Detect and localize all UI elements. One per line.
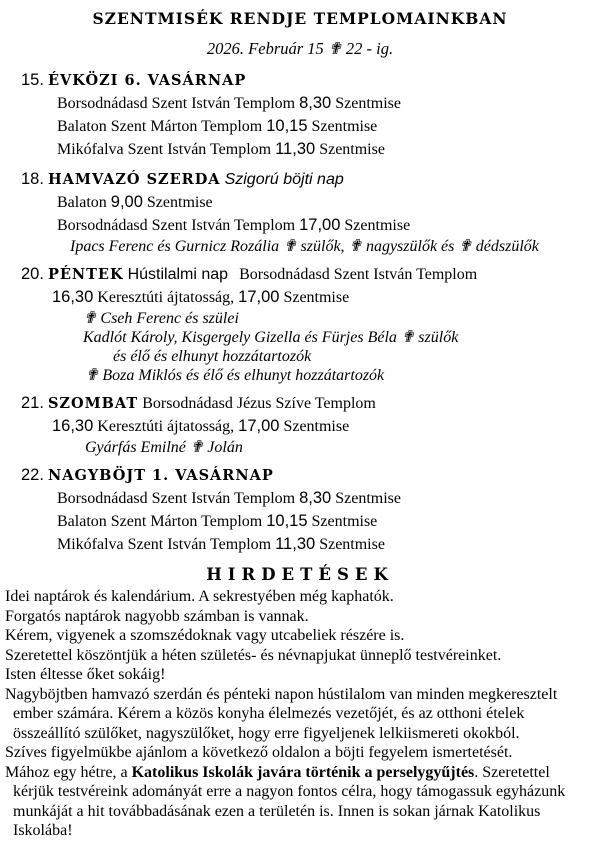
mass-time: 8,30 [299, 489, 332, 507]
schedule-entry-20 [0, 265, 600, 385]
mass-place: Balaton [57, 194, 107, 211]
announcements-body [0, 587, 600, 841]
mass-place: Borsodnádasd Szent István Templom [57, 95, 296, 112]
mass-line [0, 533, 600, 556]
announcement-line: Idei naptárok és kalendárium. A sekrestyében még kaphatók. [5, 588, 394, 605]
collection-bold: Katolikus Iskolák javára történik a perselygyűjtés [131, 763, 475, 781]
entry-heading [0, 265, 600, 284]
entry-place: Borsodnádasd Jézus Szíve Templom [142, 395, 376, 412]
memorial-line: Ipacs Ferenc és Gurnicz Rozália ✟ szülők, ✟ nagyszülők és ✟ dédszülők [70, 238, 539, 255]
entry-day: 18. [21, 170, 44, 188]
devotion-text: Keresztúti ájtatosság, [97, 289, 235, 306]
entry-place: Borsodnádasd Szent István Templom [239, 266, 478, 283]
announcement-line: kérjük testvéreink adományát erre a nagyon fontos célra, hogy támogassuk egyházunk [13, 783, 566, 800]
mass-label: Szentmise [319, 536, 385, 553]
announcement-line: Isten éltesse őket sokáig! [5, 666, 166, 683]
entry-title: PÉNTEK [47, 266, 124, 283]
mass-line [0, 487, 600, 510]
mass-time: 17,00 [238, 288, 280, 306]
entry-heading [0, 170, 600, 189]
page-title: SZENTMISÉK RENDJE TEMPLOMAINKBAN [92, 9, 508, 28]
entry-title: SZOMBAT [47, 395, 139, 412]
devotion-line [0, 415, 600, 438]
mass-place: Mikófalva Szent István Templom [57, 536, 272, 553]
entry-day: 21. [21, 394, 44, 412]
entry-heading [0, 394, 600, 413]
memorial-line: Kadlót Károly, Kisgergely Gizella és Fürjes Béla ✟ szülők [83, 329, 459, 346]
mass-line [0, 115, 600, 138]
mass-place: Borsodnádasd Szent István Templom [57, 490, 296, 507]
announcement-line: Szeretettel köszöntjük a héten születés- és névnapjukat ünneplő testvéreinket. [5, 646, 502, 664]
entry-title: NAGYBÖJT 1. VASÁRNAP [47, 467, 274, 484]
mass-label: Szentmise [283, 418, 350, 435]
devotion-time: 16,30 [52, 417, 94, 435]
schedule-entry-18 [0, 170, 600, 256]
announcement-line: Kérem, vigyenek a szomszédoknak vagy utcabeliek részére is. [5, 627, 405, 644]
announcement-line: munkáját a hit továbbadásának ezen a területén is. Innen is sokan járnak Katolikus [13, 802, 541, 820]
mass-time: 10,15 [266, 512, 308, 530]
collection-post: . Szeretettel [474, 763, 550, 781]
announcement-line: ember számára. Kérem a közös konyha élelmezés vezetőjét, és az otthoni ételek [13, 705, 525, 722]
announcement-line: Forgatós naptárok nagyobb számban is vannak. [5, 607, 309, 625]
announcement-line: Szíves figyelmükbe ajánlom a következő oldalon a böjti fegyelem ismertetését. [5, 744, 513, 761]
entry-title: ÉVKÖZI 6. VASÁRNAP [47, 72, 247, 89]
announcement-line: Iskolába! [13, 822, 73, 839]
entry-note: Szigorú böjti nap [224, 171, 344, 188]
mass-time: 9,00 [110, 193, 143, 211]
mass-line [0, 510, 600, 533]
entry-day: 22. [21, 466, 44, 484]
devotion-line [0, 286, 600, 309]
mass-label: Szentmise [311, 513, 378, 530]
mass-time: 10,15 [266, 117, 308, 135]
mass-label: Szentmise [344, 217, 411, 234]
mass-line [0, 214, 600, 237]
announcement-line: összeállító szülőket, nagyszülőket, hogy erre figyeljenek lelkiismereti okokból. [13, 724, 520, 742]
collection-announcement-line [0, 763, 600, 783]
mass-place: Borsodnádasd Szent István Templom [57, 217, 296, 234]
entry-day: 20. [21, 265, 44, 283]
mass-place: Balaton Szent Márton Templom [57, 118, 263, 135]
schedule-entry-21 [0, 394, 600, 457]
mass-label: Szentmise [311, 118, 378, 135]
devotion-text: Keresztúti ájtatosság, [97, 418, 235, 435]
mass-label: Szentmise [335, 95, 401, 112]
mass-place: Mikófalva Szent István Templom [57, 141, 272, 158]
mass-schedule [0, 71, 600, 556]
entry-title: HAMVAZÓ SZERDA [47, 171, 221, 188]
mass-label: Szentmise [319, 141, 385, 158]
announcements-heading: HIRDETÉSEK [206, 565, 394, 584]
memorial-line: ✟ Cseh Ferenc és szülei [83, 310, 239, 327]
mass-time: 17,00 [299, 216, 341, 234]
mass-line [0, 191, 600, 214]
mass-time: 11,30 [275, 535, 316, 553]
mass-time: 8,30 [299, 94, 332, 112]
entry-heading [0, 71, 600, 90]
mass-line [0, 92, 600, 115]
memorial-line: ✟ Boza Miklós és élő és elhunyt hozzátartozók [85, 367, 385, 384]
mass-label: Szentmise [335, 490, 401, 507]
memorial-line: és élő és elhunyt hozzátartozók [113, 348, 312, 365]
date-range: 2026. Február 15 ✟ 22 - ig. [206, 39, 394, 58]
devotion-time: 16,30 [52, 288, 94, 306]
announcement-line: Nagyböjtben hamvazó szerdán és pénteki napon hústilalom van minden megkeresztelt [5, 685, 558, 703]
entry-day: 15. [21, 71, 44, 89]
mass-time: 17,00 [238, 417, 280, 435]
mass-time: 11,30 [275, 140, 316, 158]
mass-place: Balaton Szent Márton Templom [57, 513, 263, 530]
schedule-entry-15 [0, 71, 600, 161]
entry-heading [0, 466, 600, 485]
memorial-line: Gyárfás Emilné ✟ Jolán [85, 439, 243, 456]
mass-line [0, 138, 600, 161]
collection-pre: Mához egy hétre, a [5, 763, 132, 781]
entry-note: Hústilalmi nap [127, 266, 229, 283]
mass-label: Szentmise [146, 194, 213, 211]
mass-label: Szentmise [283, 289, 350, 306]
schedule-entry-22 [0, 466, 600, 556]
